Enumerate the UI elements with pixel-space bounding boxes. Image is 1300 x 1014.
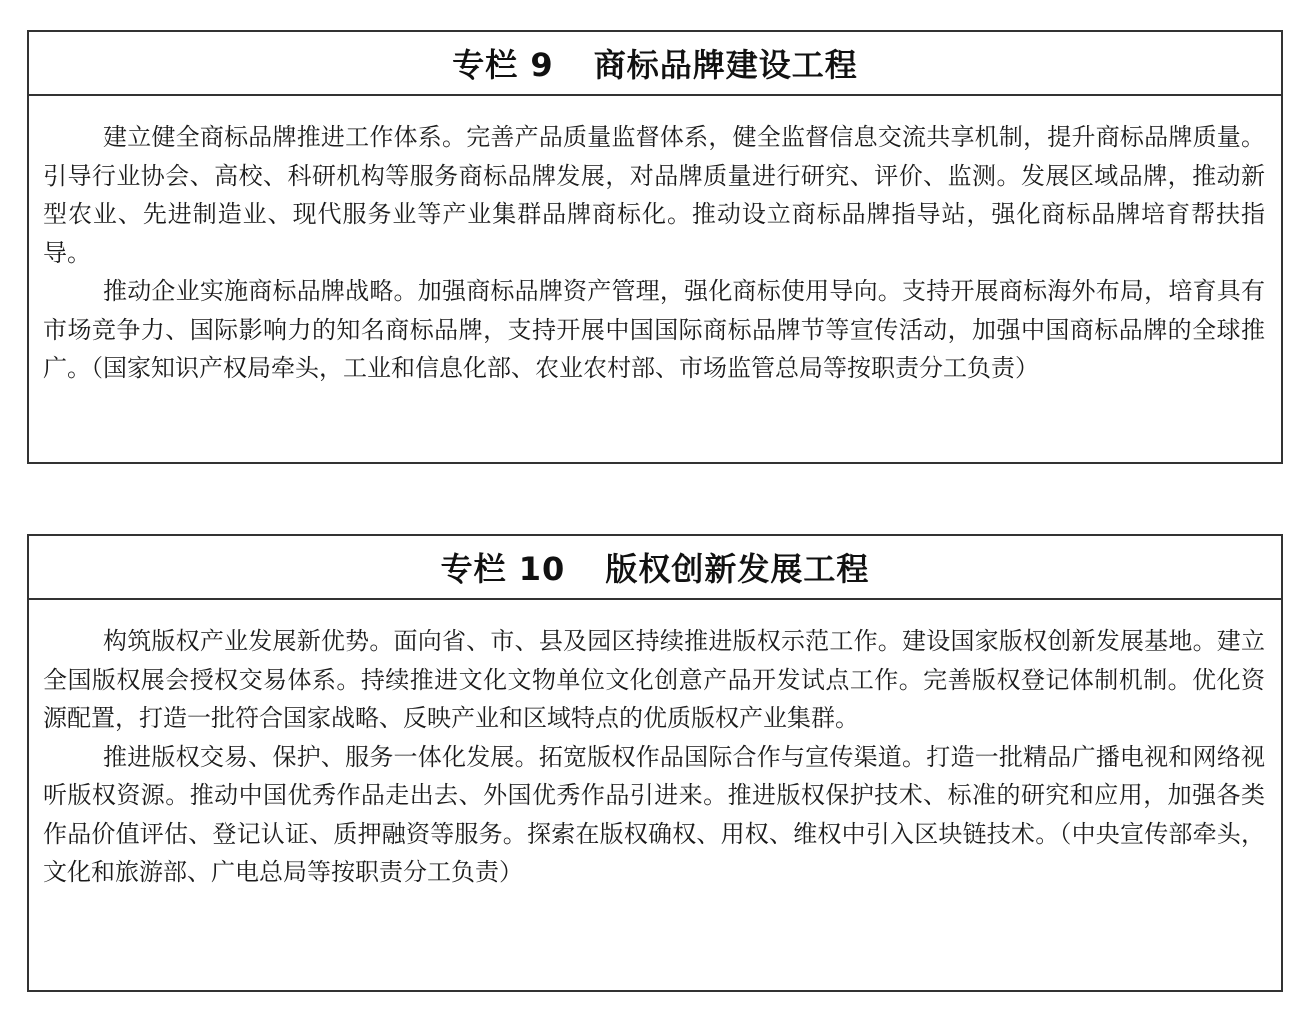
column-number-label: 专栏 10 [440,550,566,588]
column-title: 版权创新发展工程 [605,550,870,588]
paragraph: 推进版权交易、保护、服务一体化发展。拓宽版权作品国际合作与宣传渠道。打造一批精品广播电视和网络视听版权资源。推动中国优秀作品走出去、外国优秀作品引进来。推进版权保护技术、标准的研究和应用，加强各类作品价值评估、登记认证、质押融资等服务。探索在版权确权、用权、维权中引入区块链技术。（中央宣传部牵头，文化和旅游部、广电总局等按职责分工负责） [43,742,1265,886]
column-header-9 [29,32,1281,96]
column-body-9 [29,96,1281,388]
column-body-10 [29,600,1281,892]
column-number-label: 专栏 9 [452,46,554,84]
column-title: 商标品牌建设工程 [593,46,858,84]
paragraph: 构筑版权产业发展新优势。面向省、市、县及园区持续推进版权示范工作。建设国家版权创新发展基地。建立全国版权展会授权交易体系。持续推进文化文物单位文化创意产品开发试点工作。完善版权登记体制机制。优化资源配置，打造一批符合国家战略、反映产业和区域特点的优质版权产业集群。 [43,627,1265,732]
paragraph: 推动企业实施商标品牌战略。加强商标品牌资产管理，强化商标使用导向。支持开展商标海外布局，培育具有市场竞争力、国际影响力的知名商标品牌，支持开展中国国际商标品牌节等宣传活动，加强中国商标品牌的全球推广。（国家知识产权局牵头，工业和信息化部、农业农村部、市场监管总局等按职责分工负责） [43,277,1265,382]
column-header-10 [29,536,1281,600]
column-box-10 [27,534,1283,992]
column-box-9 [27,30,1283,464]
paragraph: 建立健全商标品牌推进工作体系。完善产品质量监督体系，健全监督信息交流共享机制，提升商标品牌质量。引导行业协会、高校、科研机构等服务商标品牌发展，对品牌质量进行研究、评价、监测。发展区域品牌，推动新型农业、先进制造业、现代服务业等产业集群品牌商标化。推动设立商标品牌指导站，强化商标品牌培育帮扶指导。 [43,123,1265,267]
